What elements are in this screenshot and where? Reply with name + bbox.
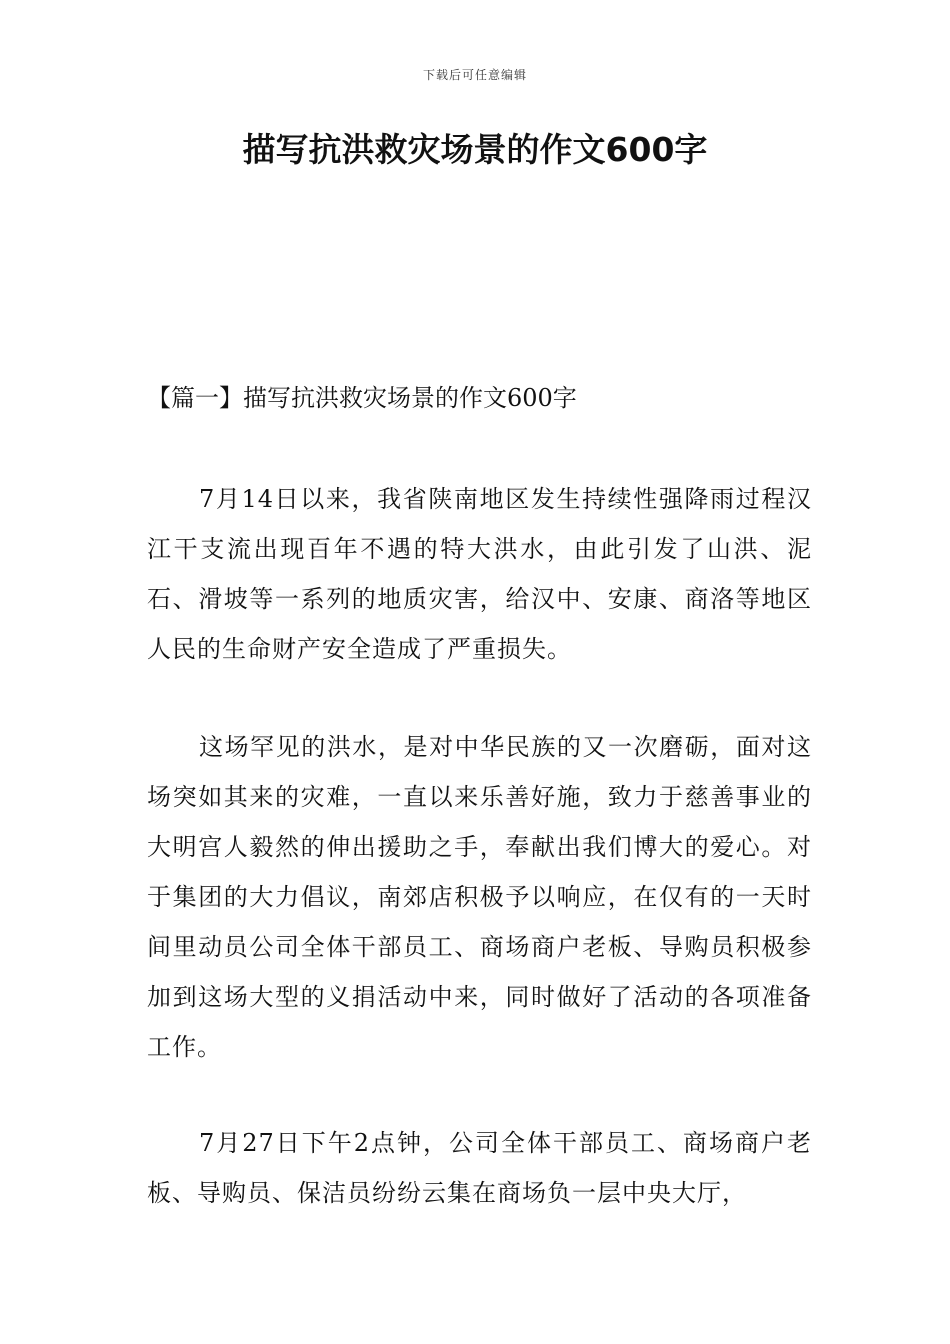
header-note: 下载后可任意编辑 bbox=[422, 68, 527, 82]
document-title: 描写抗洪救灾场景的作文600字 bbox=[242, 130, 708, 169]
paragraph-2: 这场罕见的洪水，是对中华民族的又一次磨砺，面对这场突如其来的灾难，一直以来乐善好施，致力于慈善事业的大明宫人毅然的伸出援助之手，奉献出我们博大的爱心。对于集团的大力倡议，南郊店积极予以响应，在仅有的一天时间里动员公司全体干部员工、商场商户老板、导购员积极参加到这场大型的义捐活动中来，同时做好了活动的各项准备工作。 bbox=[147, 733, 812, 1061]
paragraph-1: 7月14日以来，我省陕南地区发生持续性强降雨过程汉江干支流出现百年不遇的特大洪水，由此引发了山洪、泥石、滑坡等一系列的地质灾害，给汉中、安康、商洛等地区人民的生命财产安全造成了严重损失。 bbox=[147, 485, 812, 663]
section-heading: 【篇一】描写抗洪救灾场景的作文600字 bbox=[147, 384, 577, 412]
paragraph-3: 7月27日下午2点钟，公司全体干部员工、商场商户老板、导购员、保洁员纷纷云集在商场负一层中央大厅， bbox=[147, 1129, 812, 1207]
